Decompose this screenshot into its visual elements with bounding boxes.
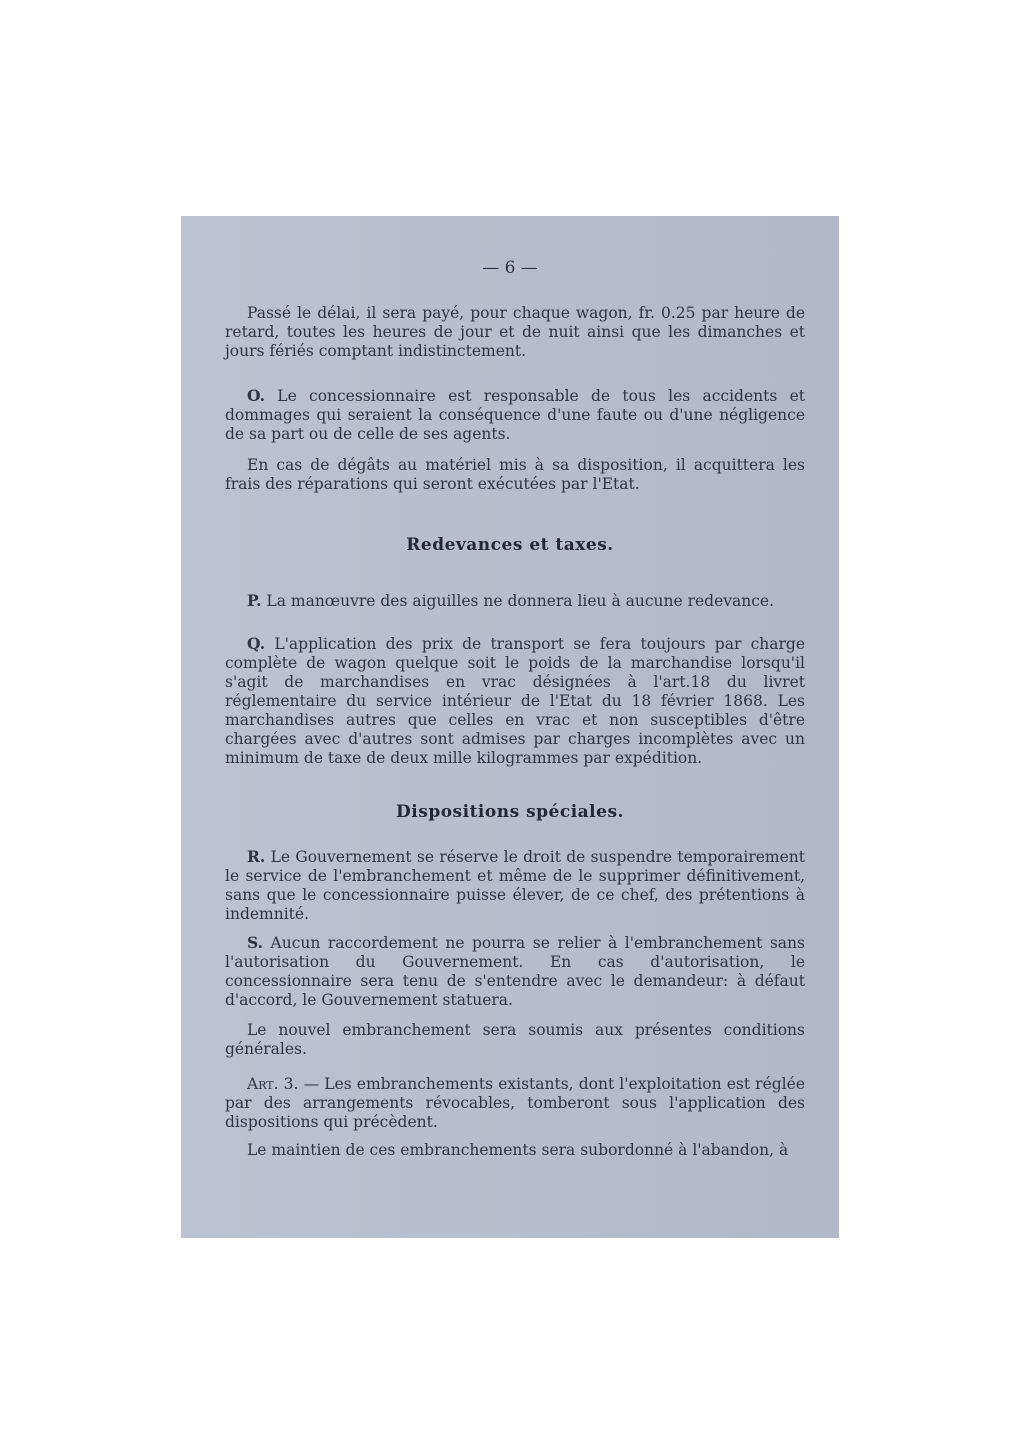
page-number: — 6 — bbox=[482, 258, 538, 278]
paragraph-text: L'application des prix de transport se fera toujours par charge complète de wagon quelque soit le poids de la marchandise lorsqu'il s'agit de marchandises en vrac désignées à l'art.18 du livret réglementaire du service intérieur de l'Etat du 18 février 1868. Les marchandises autres que celles en vrac et non susceptibles d'être chargées avec d'autres sont admises par charges incomplètes avec un minimum de taxe de deux mille kilogrammes par expédition. bbox=[225, 635, 805, 767]
scanned-page bbox=[181, 216, 839, 1238]
paragraph-text: En cas de dégâts au matériel mis à sa disposition, il acquittera les frais des réparations qui seront exécutées par l'Etat. bbox=[225, 456, 805, 493]
paragraph-p-switches bbox=[225, 591, 805, 611]
paragraph-text: Le maintien de ces embranchements sera subordonné à l'abandon, à bbox=[247, 1141, 789, 1159]
paragraph-text: Le nouvel embranchement sera soumis aux présentes conditions générales. bbox=[225, 1021, 805, 1058]
paragraph-r-government bbox=[225, 847, 805, 924]
paragraph-s-connection bbox=[225, 933, 805, 1010]
paragraph-delay-fee bbox=[225, 304, 805, 361]
paragraph-q-transport bbox=[225, 634, 805, 768]
section-letter-p: P. bbox=[247, 591, 262, 610]
paragraph-text: Le Gouvernement se réserve le droit de suspendre temporairement le service de l'embranchement et même de le supprimer définitivement, sans que le concessionnaire puisse élever, de ce chef, des prétentions à indemnité. bbox=[225, 848, 805, 923]
paragraph-damages bbox=[225, 456, 805, 494]
heading-dispositions: Dispositions spéciales. bbox=[396, 802, 624, 822]
paragraph-article-3 bbox=[225, 1075, 805, 1132]
paragraph-new-branch bbox=[225, 1021, 805, 1059]
section-letter-s: S. bbox=[247, 933, 264, 952]
paragraph-o-liability bbox=[225, 386, 805, 444]
paragraph-text: — Les embranchements existants, dont l'exploitation est réglée par des arrangements révocables, tomberont sous l'application des dispositions qui précèdent. bbox=[225, 1075, 805, 1131]
paragraph-text: La manœuvre des aiguilles ne donnera lieu à aucune redevance. bbox=[261, 592, 775, 610]
paragraph-text: Passé le délai, il sera payé, pour chaque wagon, fr. 0.25 par heure de retard, toutes les heures de jour et de nuit ainsi que les dimanches et jours fériés comptant indistinctement. bbox=[225, 304, 805, 360]
section-letter-r: R. bbox=[247, 847, 266, 866]
paragraph-maintenance bbox=[225, 1141, 805, 1160]
section-letter-q: Q. bbox=[247, 634, 266, 653]
paragraph-text: Le concessionnaire est responsable de tous les accidents et dommages qui seraient la conséquence d'une faute ou d'une négligence de sa part ou de celle de ses agents. bbox=[225, 387, 805, 443]
section-letter-o: O. bbox=[247, 386, 265, 405]
article-label: Art. 3. bbox=[247, 1075, 299, 1093]
heading-redevances: Redevances et taxes. bbox=[406, 535, 614, 555]
paragraph-text: Aucun raccordement ne pourra se relier à l'embranchement sans l'autorisation du Gouvernement. En cas d'autorisation, le concessionnaire sera tenu de s'entendre avec le demandeur: à défaut d'accord, le Gouvernement statuera. bbox=[225, 934, 805, 1009]
